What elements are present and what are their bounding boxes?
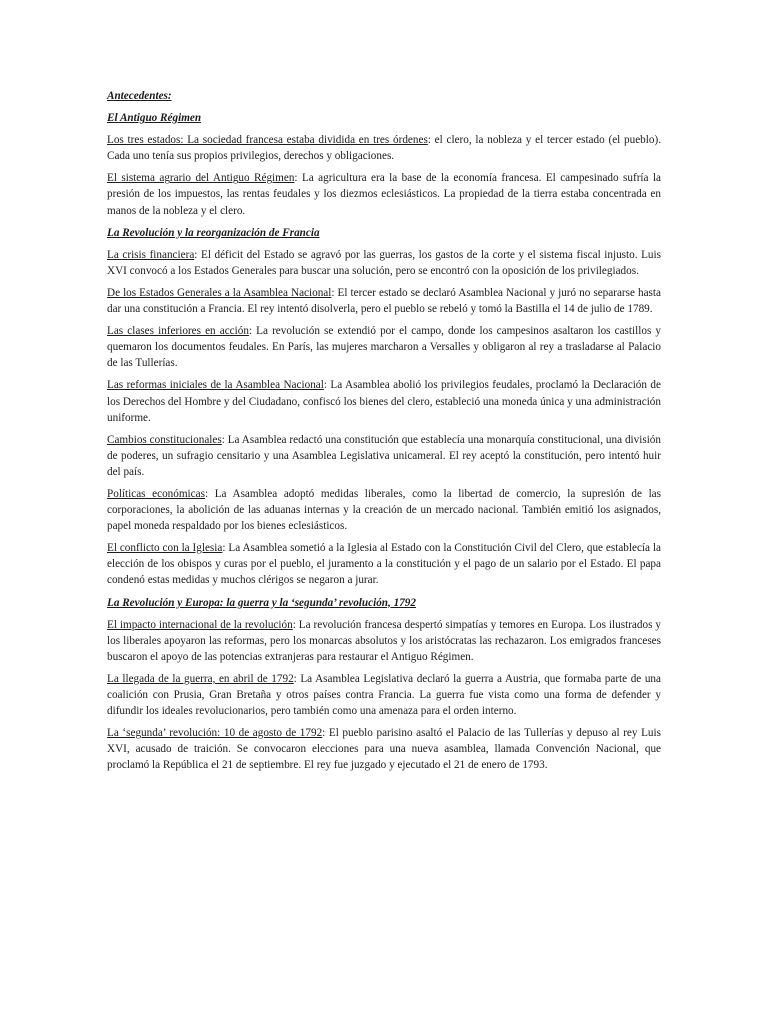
paragraph-text: : La revolución se extendió por el campo, donde los campesinos asaltaron los castillos y quemaron los documentos feudales. En París, las mujeres marcharon a Versalles y obligaron al rey a trasladarse al Palacio de las Tullerías. bbox=[107, 325, 661, 370]
paragraph-label: La llegada de la guerra, en abril de 1792 bbox=[107, 672, 294, 685]
paragraph-sistema-agrario bbox=[107, 170, 661, 218]
heading-revolucion-reorganizacion: La Revolución y la reorganización de Francia bbox=[107, 226, 320, 239]
paragraph-label: La ‘segunda’ revolución: 10 de agosto de 1792 bbox=[107, 727, 323, 740]
paragraph-tres-estados bbox=[107, 132, 661, 164]
paragraph-llegada-guerra bbox=[107, 671, 661, 719]
paragraph-cambios-constitucionales bbox=[107, 432, 661, 480]
paragraph-label: Cambios constitucionales bbox=[107, 433, 222, 446]
paragraph-label: Las reformas iniciales de la Asamblea Nacional bbox=[107, 379, 324, 392]
paragraph-label: El impacto internacional de la revolución bbox=[107, 618, 293, 631]
paragraph-clases-inferiores bbox=[107, 323, 661, 371]
paragraph-politicas-economicas bbox=[107, 486, 661, 534]
paragraph-crisis-financiera bbox=[107, 247, 661, 279]
paragraph-text: : La Asamblea Legislativa declaró la guerra a Austria, que formaba parte de una coalición con Prusia, Gran Bretaña y otros países contra Francia. La guerra fue vista como una forma de defender y difundir los ideales revolucionarios, pero también como una amenaza para el orden interno. bbox=[107, 672, 661, 718]
paragraph-text: : el clero, la nobleza y el tercer estado (el pueblo). Cada uno tenía sus propios privilegios, derechos y obligaciones. bbox=[107, 134, 661, 163]
paragraph-text: : La Asamblea adoptó medidas liberales, como la libertad de comercio, la supresión de las corporaciones, la abolición de las aduanas internas y la creación de un mercado nacional. También emitió los asignados, papel moneda respaldado por los bienes eclesiásticos. bbox=[107, 487, 662, 533]
paragraph-text: : La Asamblea abolió los privilegios feudales, proclamó la Declaración de los Derechos del Hombre y del Ciudadano, confiscó los bienes del clero, estableció una moneda única y una administración uniforme. bbox=[107, 379, 661, 424]
paragraph-label: El conflicto con la Iglesia bbox=[107, 542, 223, 555]
paragraph-impacto-internacional bbox=[107, 617, 661, 665]
paragraph-estados-generales bbox=[107, 285, 661, 317]
paragraph-label: De los Estados Generales a la Asamblea Nacional bbox=[107, 286, 332, 299]
paragraph-text: : La Asamblea sometió a la Iglesia al Estado con la Constitución Civil del Clero, que establecía la elección de los obispos y curas por el pueblo, el juramento a la constitución y el pago de un salario por el Estado. El papa condenó estas medidas y muchos clérigos se negaron a jurar. bbox=[107, 542, 661, 587]
document-page bbox=[107, 88, 661, 779]
heading-antecedentes: Antecedentes: bbox=[107, 90, 172, 102]
paragraph-reformas-iniciales bbox=[107, 377, 661, 425]
paragraph-conflicto-iglesia bbox=[107, 540, 661, 588]
paragraph-text: : El pueblo parisino asaltó el Palacio de las Tullerías y depuso al rey Luis XVI, acusado de traición. Se convocaron elecciones para una nueva asamblea, llamada Convención Nacional, que proclamó la República el 21 de septiembre. El rey fue juzgado y ejecutado el 21 de enero de 1793. bbox=[107, 727, 661, 772]
paragraph-label: Las clases inferiores en acción bbox=[107, 325, 249, 338]
paragraph-text: : La agricultura era la base de la economía francesa. El campesinado sufría la presión de los impuestos, las rentas feudales y los diezmos eclesiásticos. La propiedad de la tierra estaba concentrada en manos de la nobleza y el clero. bbox=[107, 172, 661, 217]
paragraph-text: : La Asamblea redactó una constitución que establecía una monarquía constitucional, una división de poderes, un sufragio censitario y una Asamblea Legislativa unicameral. El rey aceptó la constitución, pero intentó huir del país. bbox=[107, 433, 661, 478]
paragraph-label: La crisis financiera bbox=[107, 248, 195, 261]
paragraph-text: : El déficit del Estado se agravó por las guerras, los gastos de la corte y el sistema fiscal injusto. Luis XVI convocó a los Estados Generales para buscar una solución, pero se encontró con la oposición de los privilegiados. bbox=[107, 248, 661, 277]
heading-antiguo-regimen: El Antiguo Régimen bbox=[107, 112, 202, 125]
paragraph-label: Los tres estados: La sociedad francesa estaba dividida en tres órdenes bbox=[107, 134, 428, 147]
heading-revolucion-europa: La Revolución y Europa: la guerra y la ‘segunda’ revolución, 1792 bbox=[107, 596, 416, 609]
paragraph-text: : La revolución francesa despertó simpatías y temores en Europa. Los ilustrados y los liberales apoyaron las reformas, pero los monarcas absolutos y los aristócratas las rechazaron. Los emigrados franceses buscaron el apoyo de las potencias extranjeras para restaurar el Antiguo Régimen. bbox=[107, 618, 661, 663]
paragraph-label: El sistema agrario del Antiguo Régimen bbox=[107, 172, 295, 185]
paragraph-segunda-revolucion bbox=[107, 725, 661, 773]
paragraph-text: : El tercer estado se declaró Asamblea Nacional y juró no separarse hasta dar una constitución a Francia. El rey intentó disolverla, pero el pueblo se rebeló y tomó la Bastilla el 14 de julio de 1789. bbox=[107, 286, 661, 316]
paragraph-label: Políticas económicas bbox=[107, 487, 205, 500]
